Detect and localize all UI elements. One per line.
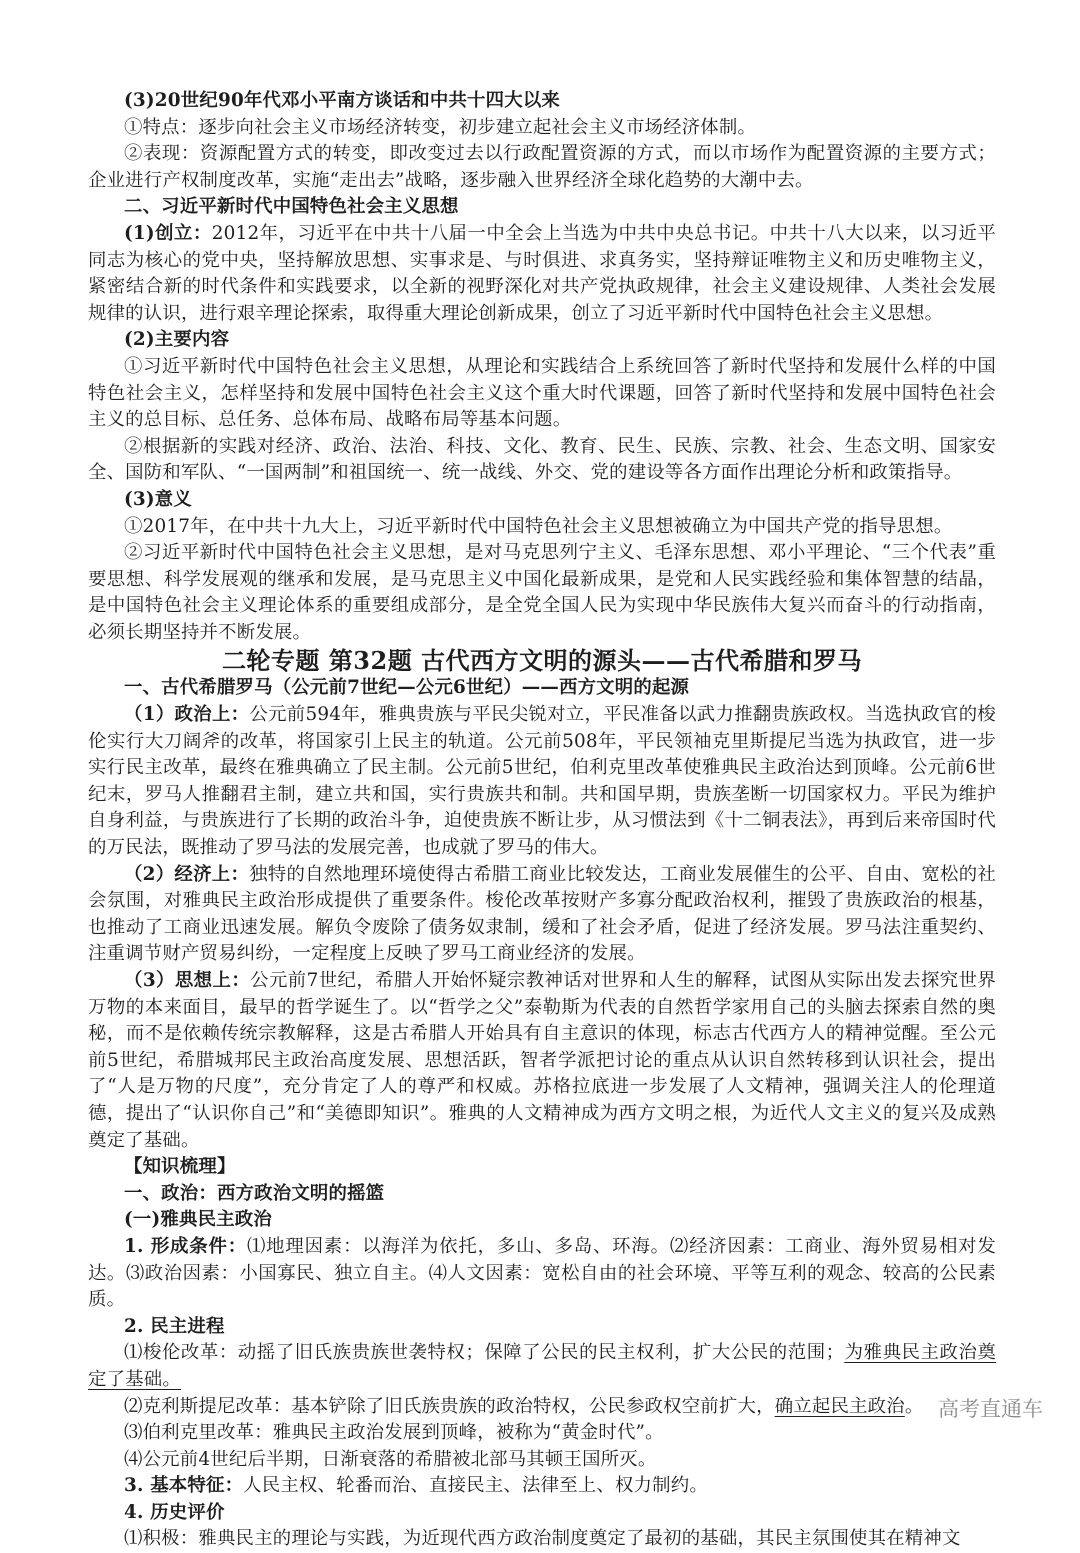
section-heading: 【知识梳理】 [124,1156,236,1178]
section-heading: (一)雅典民主政治 [124,1209,272,1231]
paragraph: (1)创立：2012年，习近平在中共十八届一中全会上当选为中共中央总书记。中共十八大以来，以习近平同志为核心的党中央，坚持解放思想、实事求是、与时俱进、求真务实，坚持辩证唯物主义和历史唯物主义，紧密结合新的时代条件和实践要求，以全新的视野深化对共产党执政规律，社会主义建设规律、人类社会发展规律的认识，进行艰辛理论探索，取得重大理论创新成果，创立了习近平新时代中国特色社会主义思想。 [88,222,996,324]
section-heading: 二、习近平新时代中国特色社会主义思想 [124,196,459,218]
section-heading: 一、古代希腊罗马（公元前7世纪—公元6世纪）——西方文明的起源 [124,677,690,699]
section-heading: 2. 民主进程 [124,1315,225,1337]
section-heading: (3)20世纪90年代邓小平南方谈话和中共十四大以来 [124,90,561,111]
paragraph: ②表现：资源配置方式的转变，即改变过去以行政配置资源的方式，而以市场作为配置资源的主要方式；企业进行产权制度改革，实施“走出去”战略，逐步融入世界经济全球化趋势的大潮中去。 [88,143,996,191]
paragraph: ②根据新的实践对经济、政治、法治、科技、文化、教育、民生、民族、宗教、社会、生态文明、国家安全、国防和军队、“一国两制”和祖国统一、统一战线、外交、党的建设等各方面作出理论分析和政策指导。 [88,435,996,484]
paragraph: 1. 形成条件：⑴地理因素：以海洋为依托，多山、多岛、环海。⑵经济因素：工商业、海外贸易相对发达。⑶政治因素：小国寡民、独立自主。⑷人文因素：宽松自由的社会环境、平等互利的观念、较高的公民素质。 [88,1235,996,1311]
paragraph: ①2017年，在中共十九大上，习近平新时代中国特色社会主义思想被确立为中国共产党的指导思想。 [124,515,953,537]
underlined-text: 确立起民主政治 [774,1395,905,1417]
section-heading: (2)主要内容 [124,329,230,351]
paragraph: （3）思想上：公元前7世纪，希腊人开始怀疑宗教神话对世界和人生的解释，试图从实际出发去探究世界万物的本来面目，最早的哲学诞生了。以“哲学之父”泰勒斯为代表的自然哲学家用自己的头脑去探索自然的奥秘，而不是依赖传统宗教解释，这是古希腊人开始具有自主意识的体现，标志古代西方人的精神觉醒。至公元前5世纪，希腊城邦民主政治高度发展、思想活跃，智者学派把讨论的重点从认识自然转移到认识社会，提出了“人是万物的尺度”，充分肯定了人的尊严和权威。苏格拉底进一步发展了人文精神，强调关注人的伦理道德，提出了“认识你自己”和“美德即知识”。雅典的人文精神成为西方文明之根，为近代人文主义的复兴及成熟奠定了基础。 [88,970,996,1151]
document-page [88,88,996,1553]
paragraph: ①习近平新时代中国特色社会主义思想，从理论和实践结合上系统回答了新时代坚持和发展什么样的中国特色社会主义，怎样坚持和发展中国特色社会主义这个重大时代课题，回答了新时代坚持和发展中国特色社会主义的总目标、总任务、总体布局、战略布局等基本问题。 [88,355,996,431]
topic-title: 二轮专题 第32题 古代西方文明的源头——古代希腊和罗马 [221,646,863,676]
paragraph: （1）政治上：公元前594年，雅典贵族与平民尖锐对立，平民准备以武力推翻贵族政权。当选执政官的梭伦实行大刀阔斧的改革，将国家引上民主的轨道。公元前508年，平民领袖克里斯提尼当选为执政官，进一步实行民主改革，最终在雅典确立了民主制。公元前5世纪，伯利克里改革使雅典民主政治达到顶峰。公元前6世纪末，罗马人推翻君主制，建立共和国，实行贵族共和制。共和国早期，贵族垄断一切国家权力。平民为维护自身利益，与贵族进行了长期的政治斗争，迫使贵族不断让步，从习惯法到《十二铜表法》，再到后来帝国时代的万民法，既推动了罗马法的发展完善，也成就了罗马的伟大。 [88,704,996,859]
underlined-text: 为雅典民主政治奠定了基础。 [88,1342,996,1390]
paragraph: ⑴梭伦改革：动摇了旧氏族贵族世袭特权；保障了公民的民主权利，扩大公民的范围；为雅典民主政治奠定了基础。 [88,1342,996,1390]
paragraph: ⑶伯利克里改革：雅典民主政治发展到顶峰，被称为“黄金时代”。 [124,1422,664,1444]
watermark: 高考直通车 [938,1397,1043,1421]
paragraph: ①特点：逐步向社会主义市场经济转变，初步建立起社会主义市场经济体制。 [124,116,757,138]
paragraph: ⑴积极：雅典民主的理论与实践，为近现代西方政治制度奠定了最初的基础，其民主氛围使其在精神文 [124,1528,961,1550]
section-heading: 4. 历史评价 [124,1501,225,1523]
paragraph: ②习近平新时代中国特色社会主义思想，是对马克思列宁主义、毛泽东思想、邓小平理论、“三个代表”重要思想、科学发展观的继承和发展，是马克思主义中国化最新成果，是党和人民实践经验和集体智慧的结晶，是中国特色社会主义理论体系的重要组成部分，是全党全国人民为实现中华民族伟大复兴而奋斗的行动指南，必须长期坚持并不断发展。 [88,542,996,643]
paragraph: ⑵克利斯提尼改革：基本铲除了旧氏族贵族的政治特权，公民参政权空前扩大，确立起民主政治。 [124,1395,924,1417]
section-heading: 一、政治：西方政治文明的摇篮 [124,1182,385,1204]
paragraph: 3. 基本特征：人民主权、轮番而治、直接民主、法律至上、权力制约。 [124,1475,708,1497]
paragraph: （2）经济上：独特的自然地理环境使得古希腊工商业比较发达，工商业发展催生的公平、自由、宽松的社会氛围，对雅典民主政治形成提供了重要条件。梭伦改革按财产多寡分配政治权利，摧毁了贵族政治的根基，也推动了工商业迅速发展。解负令废除了债务奴隶制，缓和了社会矛盾，促进了经济发展。罗马法注重契约、注重调节财产贸易纠纷，一定程度上反映了罗马工商业经济的发展。 [88,863,996,965]
paragraph: ⑷公元前4世纪后半期，日渐衰落的希腊被北部马其顿王国所灭。 [124,1448,657,1470]
section-heading: (3)意义 [124,488,192,510]
